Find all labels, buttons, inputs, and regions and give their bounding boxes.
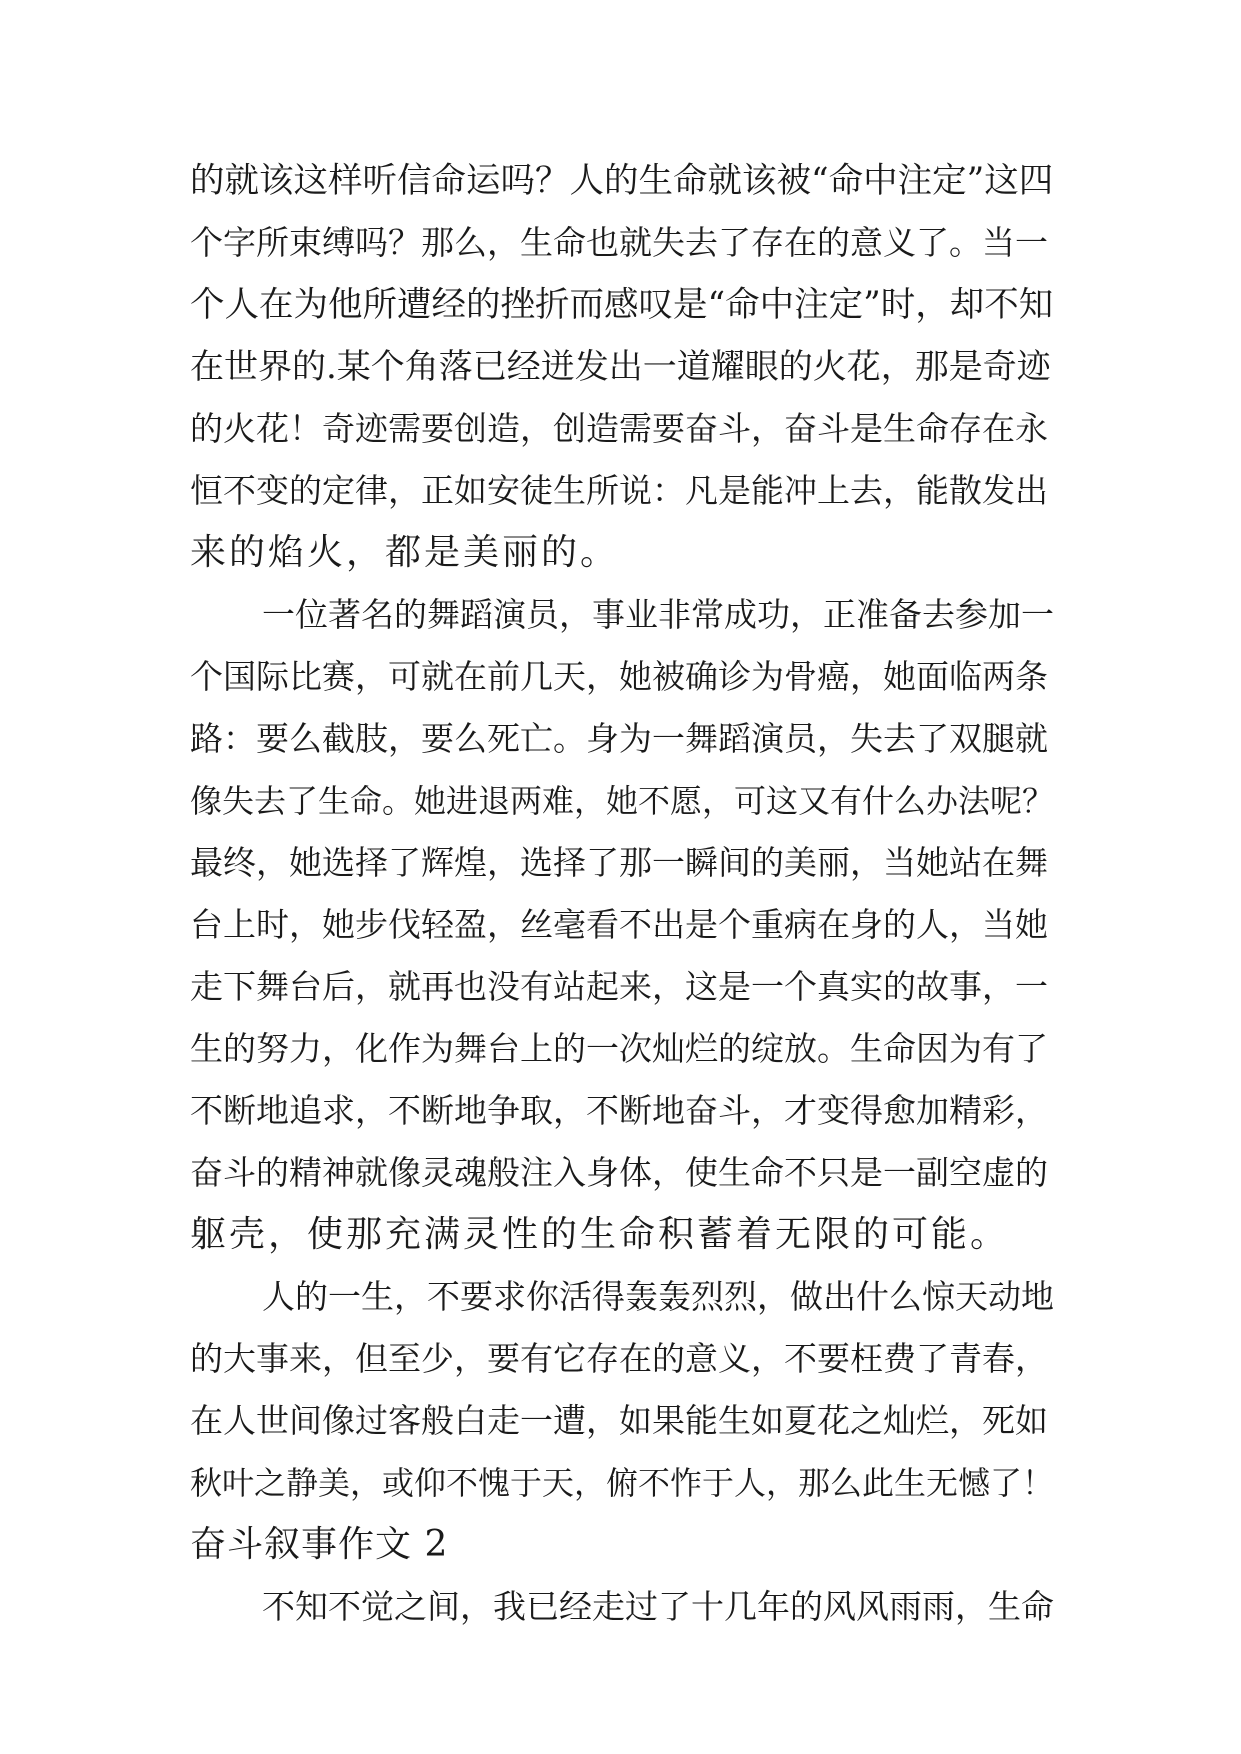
text-line: 最终，她选择了辉煌，选择了那一瞬间的美丽，当她站在舞 <box>190 843 1048 882</box>
paragraph-start-line: 不知不觉之间，我已经走过了十几年的风风雨雨，生命 <box>262 1587 1054 1626</box>
text-line: 在世界的.某个角落已经迸发出一道耀眼的火花，那是奇迹 <box>190 347 1051 387</box>
essay-body <box>190 150 1060 1638</box>
text-line: 个国际比赛，可就在前几天，她被确诊为骨癌，她面临两条 <box>190 657 1048 696</box>
paragraph-start-line: 人的一生，不要求你活得轰轰烈烈，做出什么惊天动地 <box>262 1277 1054 1316</box>
text-line: 的火花！奇迹需要创造，创造需要奋斗，奋斗是生命存在永 <box>190 409 1048 448</box>
paragraph-start-line: 一位著名的舞蹈演员，事业非常成功，正准备去参加一 <box>262 595 1054 634</box>
text-line: 路：要么截肢，要么死亡。身为一舞蹈演员，失去了双腿就 <box>190 719 1048 758</box>
text-line: 像失去了生命。她进退两难，她不愿，可这又有什么办法呢？ <box>190 782 1055 820</box>
text-line: 在人世间像过客般白走一遭，如果能生如夏花之灿烂，死如 <box>190 1401 1048 1440</box>
text-line: 奋斗的精神就像灵魂般注入身体，使生命不只是一副空虚的 <box>190 1153 1048 1192</box>
text-line: 生的努力，化作为舞台上的一次灿烂的绽放。生命因为有了 <box>190 1029 1048 1068</box>
text-line: 恒不变的定律，正如安徒生所说：凡是能冲上去，能散发出 <box>190 471 1048 510</box>
text-line: 的就该这样听信命运吗？人的生命就该被“命中注定”这四 <box>190 161 1054 201</box>
text-line: 秋叶之静美，或仰不愧于天，俯不怍于人，那么此生无憾了！ <box>190 1464 1055 1502</box>
text-line: 台上时，她步伐轻盈，丝毫看不出是个重病在身的人，当她 <box>190 905 1048 944</box>
text-line: 走下舞台后，就再也没有站起来，这是一个真实的故事，一 <box>190 967 1048 1006</box>
text-line: 的大事来，但至少，要有它存在的意义，不要枉费了青春， <box>190 1339 1048 1378</box>
text-line: 不断地追求，不断地争取，不断地奋斗，才变得愈加精彩， <box>190 1091 1048 1130</box>
text-line: 个字所束缚吗？那么，生命也就失去了存在的意义了。当一 <box>190 223 1048 262</box>
text-line: 躯壳，使那充满灵性的生命积蓄着无限的可能。 <box>190 1214 1010 1255</box>
text-line: 个人在为他所遭经的挫折而感叹是“命中注定”时，却不知 <box>190 285 1054 325</box>
text-line: 来的焰火，都是美丽的。 <box>190 532 620 573</box>
section-heading: 奋斗叙事作文 2 <box>190 1524 449 1565</box>
